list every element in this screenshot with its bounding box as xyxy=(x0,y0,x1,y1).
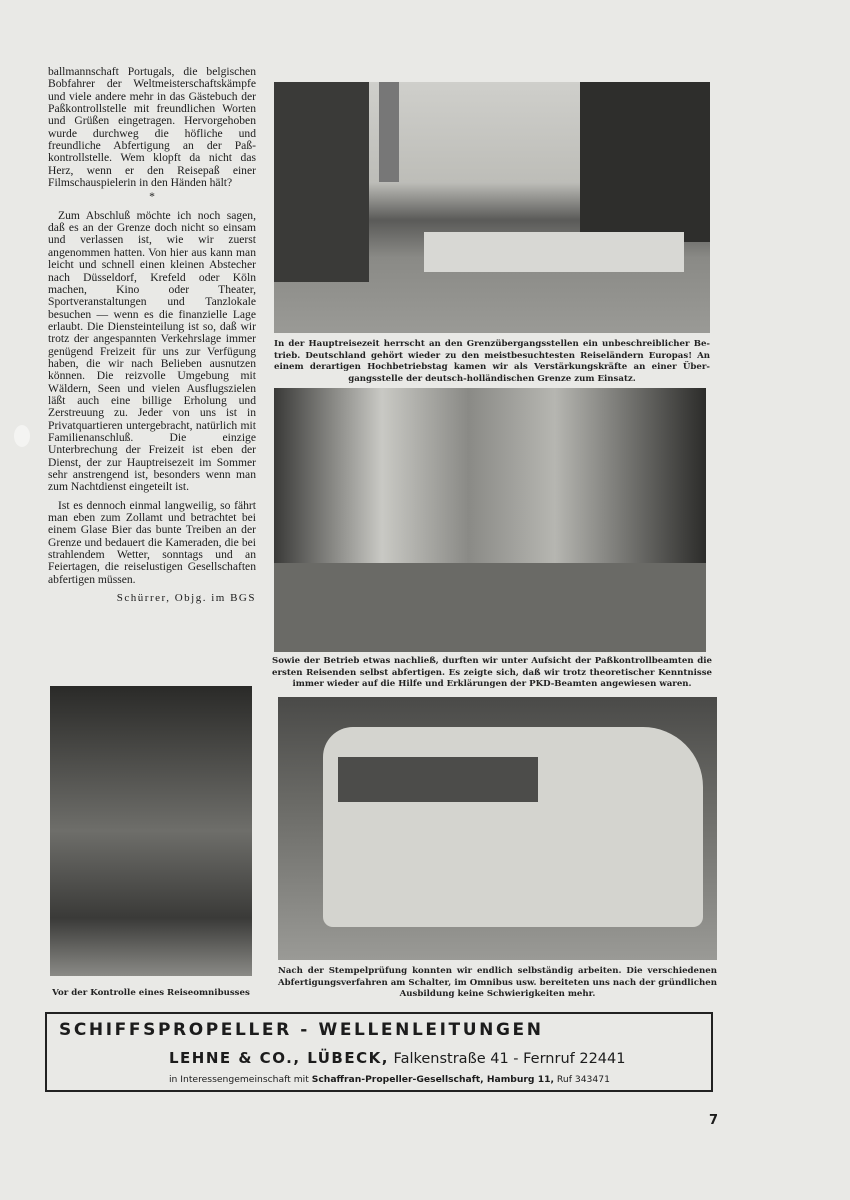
ad-phone: Ruf 343471 xyxy=(554,1074,610,1085)
section-separator: * xyxy=(149,190,155,204)
photo-caption: Sowie der Betrieb etwas nachließ, durften wir unter Aufsicht der Paßkontrollbeamten die ersten Reisenden selbst abfertigen. Es zeigte sich, daß wir trotz theoretischer Kenntnisse immer wieder auf die Hilfe und Erklärungen der PKD-Beamten angewiesen waren. xyxy=(272,656,712,689)
advertisement xyxy=(45,1012,713,1092)
photo-omnibus xyxy=(278,697,717,960)
photo-passport-counter xyxy=(274,388,706,652)
ad-company-line xyxy=(169,1049,625,1067)
ad-partner-prefix: in Interessengemeinschaft mit xyxy=(169,1074,312,1085)
article-paragraph: Zum Abschluß möchte ich noch sagen, daß es an der Grenze doch nicht so einsam und verlassen ist, wie wir zuerst angenommen hatten. Von hier aus kann man leicht und schnell einen kleinen Abstecher nach Düsseldorf, Krefeld oder Köln machen, Kino oder Theater, Sportveranstaltungen und Tanzlokale besuchen — wenn es die finanzielle Lage erlaubt. Die Diensteinteilung ist so, daß wir trotz der angespannten Verkehrslage immer genügend Freizeit für uns zur Verfügung haben, die wir nach Belieben ausnutzen können. Die reizvolle Umgebung mit Wäldern, Seen und vielen Ausflugszielen läßt auch eine billige Erholung und Zerstreuung zu. Jeder von uns ist in Privatquartieren untergebracht, natürlich mit Familienanschluß. Die einzige Unterbrechung der Freizeit ist eben der Dienst, der zur Hauptreisezeit im Sommer sehr anstrengend ist, besonders wenn man zum Nachtdienst eingeteilt ist. xyxy=(48,208,256,494)
ad-partner-line xyxy=(169,1074,610,1085)
ad-address: Falkenstraße 41 - Fernruf 22441 xyxy=(388,1051,626,1067)
article-column xyxy=(48,66,256,604)
article-paragraph: Ist es dennoch einmal langweilig, so fährt man eben zum Zollamt und betrachtet bei einem Glase Bier das bunte Treiben an der Grenze und bedauert die Kameraden, die bei strahlendem Wetter, sonntags und an Feiertagen, die reiselustigen Gesellschaften abfertigen müssen. xyxy=(48,498,256,586)
author-signature: Schürrer, Objg. im BGS xyxy=(116,592,256,605)
photo-caption: In der Hauptreisezeit herrscht an den Grenzübergangsstellen ein unbeschreiblicher Betrieb. Deutschland gehört wieder zu den meistbesuchtesten Reiseländern Europas! An einem derartigen Hochbetriebstag kamen wir als Verstärkungskräfte an einer Übergangsstelle der deutsch-holländischen Grenze zum Einsatz. xyxy=(274,339,710,384)
ad-company: LEHNE & CO., LÜBECK, xyxy=(169,1049,389,1067)
page-number: 7 xyxy=(709,1113,719,1128)
photo-border-crossing-buses xyxy=(274,82,710,333)
photo-bus-inspection xyxy=(50,686,252,976)
ad-partner: Schaffran-Propeller-Gesellschaft, Hamburg 11, xyxy=(311,1074,554,1085)
photo-caption: Nach der Stempelprüfung konnten wir endlich selbständig arbeiten. Die verschiedenen Abfertigungsverfahren am Schalter, im Omnibus usw. bereiteten uns nach der gründlichen Ausbildung keine Schwierigkeiten mehr. xyxy=(278,966,717,999)
punch-hole xyxy=(14,425,30,447)
ad-headline: SCHIFFSPROPELLER - WELLENLEITUNGEN xyxy=(59,1020,544,1040)
article-paragraph: ballmannschaft Portugals, die belgischen Bobfahrer der Weltmeisterschaftskämpfe und viele andere mehr in das Gästebuch der Paßkontrollstelle mit freundlichen Worten und Grüßen eingetragen. Hervorgehoben wurde durchweg die höfliche und freundliche Abfertigung an der Paßkontrollstelle. Wem klopft da nicht das Herz, wenn er den Reisepaß einer Filmschauspielerin in den Händen hält? xyxy=(48,65,256,190)
photo-caption: Vor der Kontrolle eines Reiseomnibusses xyxy=(52,988,250,998)
